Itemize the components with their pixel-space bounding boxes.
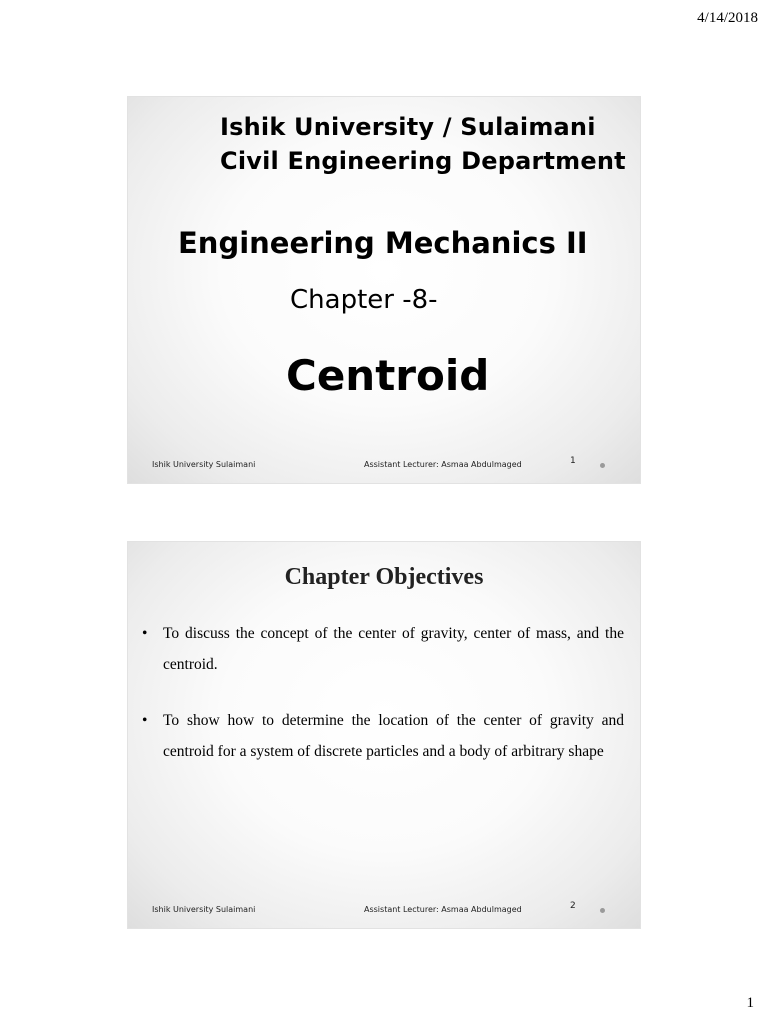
list-item-text: To discuss the concept of the center of gravity, center of mass, and the centroid.	[163, 625, 624, 673]
slide-number: 1	[570, 456, 576, 466]
list-item-text: To show how to determine the location of the center of gravity and centroid for a system of discrete particles and a body of arbitrary shape	[163, 712, 624, 760]
slide-2	[128, 542, 640, 928]
bullet-icon: •	[142, 625, 148, 642]
slide-1	[128, 97, 640, 483]
topic-title: Centroid	[286, 351, 490, 400]
slide-footer-institution: Ishik University Sulaimani	[152, 905, 256, 914]
chapter-label: Chapter -8-	[290, 285, 438, 315]
list-item	[142, 618, 624, 680]
university-name: Ishik University / Sulaimani	[220, 113, 596, 141]
objectives-list	[142, 618, 624, 792]
page-date: 4/14/2018	[697, 10, 758, 26]
list-item	[142, 705, 624, 767]
slide-footer-institution: Ishik University Sulaimani	[152, 460, 256, 469]
department-name: Civil Engineering Department	[220, 147, 626, 175]
slide-number: 2	[570, 901, 576, 911]
bullet-icon: •	[142, 712, 148, 729]
course-title: Engineering Mechanics II	[178, 226, 588, 260]
footer-dot-decoration	[600, 908, 605, 913]
slide-footer-lecturer: Assistant Lecturer: Asmaa Abdulmaged	[364, 460, 522, 469]
page-number: 1	[746, 995, 754, 1011]
slide-title: Chapter Objectives	[284, 564, 484, 590]
footer-dot-decoration	[600, 463, 605, 468]
slide-footer-lecturer: Assistant Lecturer: Asmaa Abdulmaged	[364, 905, 522, 914]
